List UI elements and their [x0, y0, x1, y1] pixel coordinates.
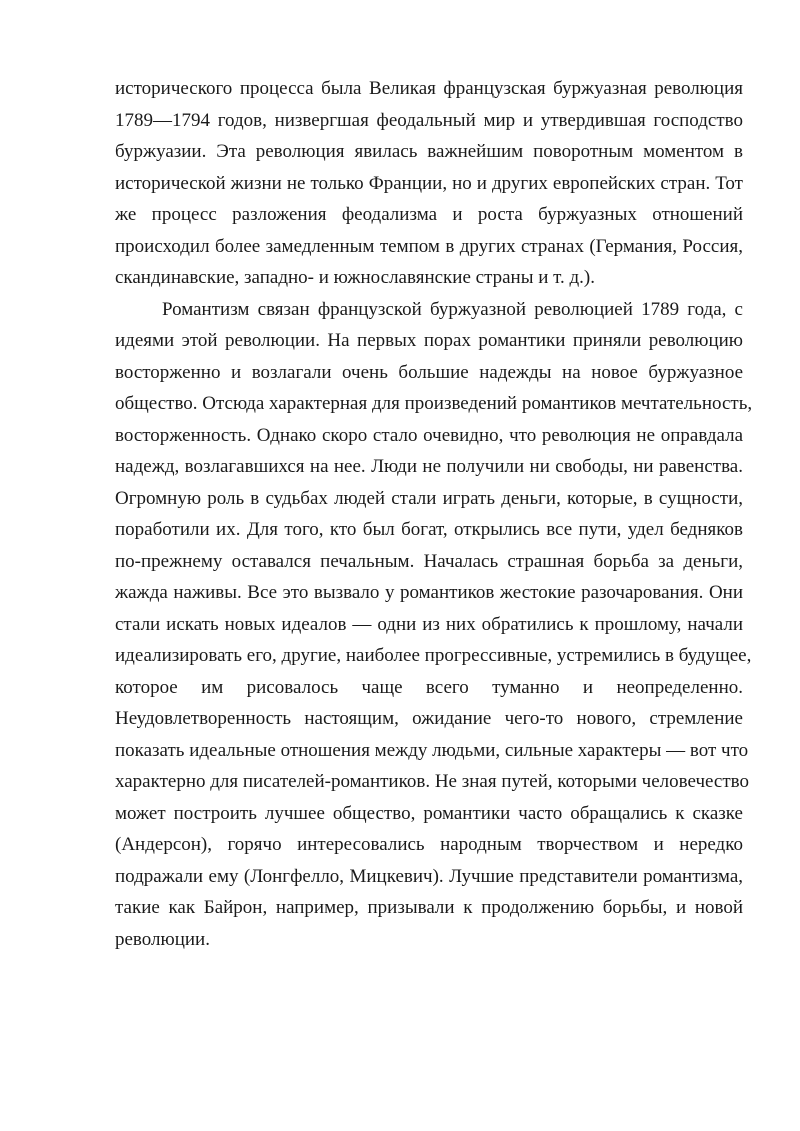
text-line: показать идеальные отношения между людьми, сильные характеры — вот что [115, 739, 749, 761]
text-line: исторической жизни не только Франции, но и других европейских стран. Тот [115, 172, 743, 194]
text-line: надежд, возлагавшихся на нее. Люди не получили ни свободы, ни равенства. [115, 456, 743, 477]
text-line: по-прежнему оставался печальным. Началась страшная борьба за деньги, [115, 550, 743, 572]
text-line: Неудовлетворенность настоящим, ожидание чего-то нового, стремление [115, 708, 743, 729]
text-line: происходил более замедленным темпом в других странах (Германия, Россия, [115, 235, 743, 257]
text-line: буржуазии. Эта революция явилась важнейшим поворотным моментом в [115, 141, 743, 162]
text-line: идеализировать его, другие, наиболее прогрессивные, устремились в будущее, [115, 645, 752, 666]
text-line: общество. Отсюда характерная для произведений романтиков мечтательность, [115, 393, 753, 414]
text-line: Огромную роль в судьбах людей стали играть деньги, которые, в сущности, [115, 487, 743, 509]
text-line: революции. [115, 928, 210, 950]
text-line: подражали ему (Лонгфелло, Мицкевич). Лучшие представители романтизма, [115, 865, 743, 887]
text-line: поработили их. Для того, кто был богат, открылись все пути, удел бедняков [115, 519, 743, 540]
text-line: исторического процесса была Великая французская буржуазная революция [115, 78, 743, 99]
text-line: Романтизм связан французской буржуазной революцией 1789 года, с [162, 298, 743, 320]
text-line: может построить лучшее общество, романтики часто обращались к сказке [115, 802, 743, 824]
text-line: идеями этой революции. На первых порах романтики приняли революцию [115, 330, 743, 351]
text-line: (Андерсон), горячо интересовались народным творчеством и нередко [115, 834, 743, 855]
text-line: же процесс разложения феодализма и роста буржуазных отношений [115, 204, 743, 225]
text-line: восторженность. Однако скоро стало очевидно, что революция не оправдала [115, 424, 743, 446]
paragraph-1 [115, 73, 743, 294]
text-line: характерно для писателей-романтиков. Не зная путей, которыми человечество [115, 771, 749, 792]
text-line: жажда наживы. Все это вызвало у романтиков жестокие разочарования. Они [115, 582, 743, 603]
text-line: стали искать новых идеалов — одни из них обратились к прошлому, начали [115, 613, 743, 635]
text-line: такие как Байрон, например, призывали к продолжению борьбы, и новой [115, 897, 743, 918]
paragraph-2 [115, 294, 753, 956]
text-line: 1789—1794 годов, низвергшая феодальный мир и утвердившая господство [115, 109, 743, 131]
document-body [115, 73, 753, 955]
text-line: восторженно и возлагали очень большие надежды на новое буржуазное [115, 361, 743, 383]
text-line: которое им рисовалось чаще всего туманно и неопределенно. [115, 676, 743, 698]
text-line: скандинавские, западно- и южнославянские страны и т. д.). [115, 267, 596, 288]
